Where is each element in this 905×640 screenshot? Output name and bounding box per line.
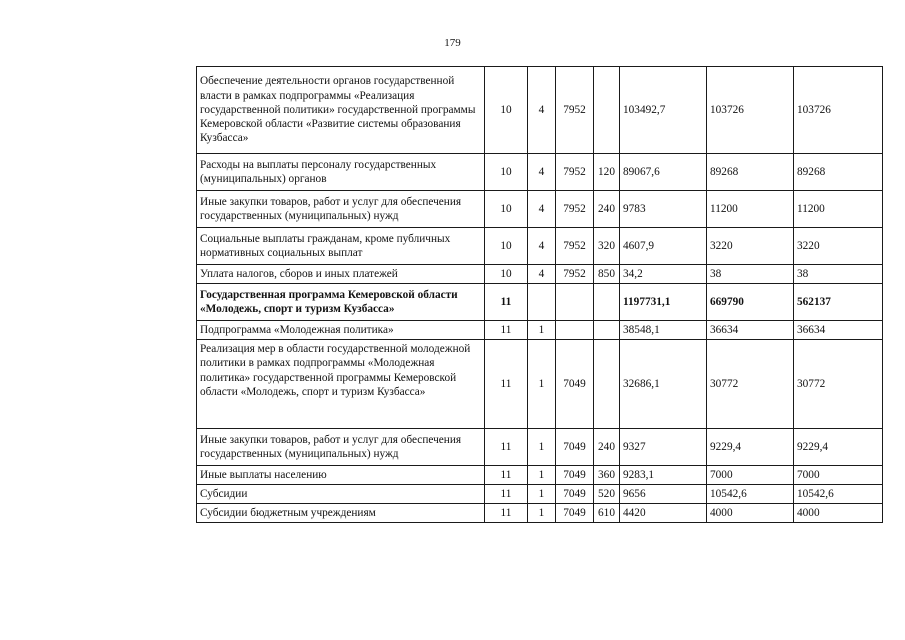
- value-1: 4420: [620, 504, 707, 523]
- row-name: Иные закупки товаров, работ и услуг для обеспечения государственных (муниципальных) нужд: [197, 191, 485, 228]
- subsection-code: 1: [528, 504, 556, 523]
- target-code: 7952: [556, 265, 594, 284]
- value-3: 9229,4: [794, 429, 883, 466]
- value-3: 7000: [794, 466, 883, 485]
- table-row: [197, 265, 883, 284]
- target-code: 7049: [556, 340, 594, 429]
- value-1: 38548,1: [620, 321, 707, 340]
- value-2: 38: [707, 265, 794, 284]
- row-name: Иные закупки товаров, работ и услуг для обеспечения государственных (муниципальных) нужд: [197, 429, 485, 466]
- expense-type-code: 610: [594, 504, 620, 523]
- target-code: 7049: [556, 485, 594, 504]
- subsection-code: 4: [528, 228, 556, 265]
- value-3: 4000: [794, 504, 883, 523]
- row-name: Подпрограмма «Молодежная политика»: [197, 321, 485, 340]
- value-2: 3220: [707, 228, 794, 265]
- value-2: 7000: [707, 466, 794, 485]
- value-3: 11200: [794, 191, 883, 228]
- target-code: [556, 284, 594, 321]
- row-name: Государственная программа Кемеровской области «Молодежь, спорт и туризм Кузбасса»: [197, 284, 485, 321]
- target-code: 7049: [556, 466, 594, 485]
- value-1: 4607,9: [620, 228, 707, 265]
- subsection-code: 1: [528, 429, 556, 466]
- target-code: 7952: [556, 228, 594, 265]
- section-code: 11: [485, 284, 528, 321]
- subsection-code: 4: [528, 154, 556, 191]
- section-code: 11: [485, 485, 528, 504]
- table-row: [197, 429, 883, 466]
- value-2: 11200: [707, 191, 794, 228]
- target-code: 7049: [556, 504, 594, 523]
- value-2: 89268: [707, 154, 794, 191]
- expense-type-code: [594, 67, 620, 154]
- table-row: [197, 284, 883, 321]
- value-1: 9783: [620, 191, 707, 228]
- row-name: Иные выплаты населению: [197, 466, 485, 485]
- target-code: 7952: [556, 154, 594, 191]
- row-name: Уплата налогов, сборов и иных платежей: [197, 265, 485, 284]
- value-2: 36634: [707, 321, 794, 340]
- subsection-code: 1: [528, 340, 556, 429]
- expense-type-code: 320: [594, 228, 620, 265]
- value-2: 9229,4: [707, 429, 794, 466]
- table-row: [197, 228, 883, 265]
- table-row: [197, 154, 883, 191]
- expense-type-code: 850: [594, 265, 620, 284]
- row-name: Обеспечение деятельности органов государственной власти в рамках подпрограммы «Реализация государственной политики» государственной программы Кемеровской области «Развитие системы образования Кузбасса»: [197, 67, 485, 154]
- value-2: 669790: [707, 284, 794, 321]
- value-1: 103492,7: [620, 67, 707, 154]
- value-1: 9283,1: [620, 466, 707, 485]
- value-3: 30772: [794, 340, 883, 429]
- table-row: [197, 191, 883, 228]
- value-1: 1197731,1: [620, 284, 707, 321]
- value-1: 9656: [620, 485, 707, 504]
- subsection-code: 1: [528, 485, 556, 504]
- section-code: 10: [485, 154, 528, 191]
- table-row: [197, 504, 883, 523]
- value-3: 3220: [794, 228, 883, 265]
- value-2: 30772: [707, 340, 794, 429]
- section-code: 10: [485, 191, 528, 228]
- row-name: Социальные выплаты гражданам, кроме публичных нормативных социальных выплат: [197, 228, 485, 265]
- value-3: 103726: [794, 67, 883, 154]
- value-1: 89067,6: [620, 154, 707, 191]
- budget-table: [196, 66, 883, 523]
- row-name: Субсидии бюджетным учреждениям: [197, 504, 485, 523]
- value-2: 4000: [707, 504, 794, 523]
- expense-type-code: 360: [594, 466, 620, 485]
- row-name: Реализация мер в области государственной молодежной политики в рамках подпрограммы «Молодежная политика» государственной программы Кемеровской области «Молодежь, спорт и туризм Кузбасса»: [197, 340, 485, 429]
- value-3: 38: [794, 265, 883, 284]
- value-3: 89268: [794, 154, 883, 191]
- table-row: [197, 340, 883, 429]
- expense-type-code: [594, 321, 620, 340]
- value-3: 10542,6: [794, 485, 883, 504]
- section-code: 11: [485, 429, 528, 466]
- target-code: 7049: [556, 429, 594, 466]
- table-row: [197, 67, 883, 154]
- section-code: 10: [485, 228, 528, 265]
- table-row: [197, 321, 883, 340]
- subsection-code: 4: [528, 265, 556, 284]
- page-number: 179: [444, 37, 461, 49]
- expense-type-code: 240: [594, 191, 620, 228]
- expense-type-code: 520: [594, 485, 620, 504]
- subsection-code: 4: [528, 191, 556, 228]
- section-code: 11: [485, 340, 528, 429]
- expense-type-code: 120: [594, 154, 620, 191]
- subsection-code: [528, 284, 556, 321]
- value-3: 562137: [794, 284, 883, 321]
- target-code: 7952: [556, 191, 594, 228]
- value-1: 32686,1: [620, 340, 707, 429]
- value-2: 10542,6: [707, 485, 794, 504]
- target-code: [556, 321, 594, 340]
- expense-type-code: 240: [594, 429, 620, 466]
- expense-type-code: [594, 284, 620, 321]
- value-1: 9327: [620, 429, 707, 466]
- section-code: 11: [485, 321, 528, 340]
- value-3: 36634: [794, 321, 883, 340]
- section-code: 10: [485, 265, 528, 284]
- expense-type-code: [594, 340, 620, 429]
- target-code: 7952: [556, 67, 594, 154]
- table-row: [197, 485, 883, 504]
- section-code: 11: [485, 504, 528, 523]
- subsection-code: 4: [528, 67, 556, 154]
- table-row: [197, 466, 883, 485]
- row-name: Расходы на выплаты персоналу государственных (муниципальных) органов: [197, 154, 485, 191]
- section-code: 11: [485, 466, 528, 485]
- value-1: 34,2: [620, 265, 707, 284]
- subsection-code: 1: [528, 321, 556, 340]
- section-code: 10: [485, 67, 528, 154]
- subsection-code: 1: [528, 466, 556, 485]
- row-name: Субсидии: [197, 485, 485, 504]
- value-2: 103726: [707, 67, 794, 154]
